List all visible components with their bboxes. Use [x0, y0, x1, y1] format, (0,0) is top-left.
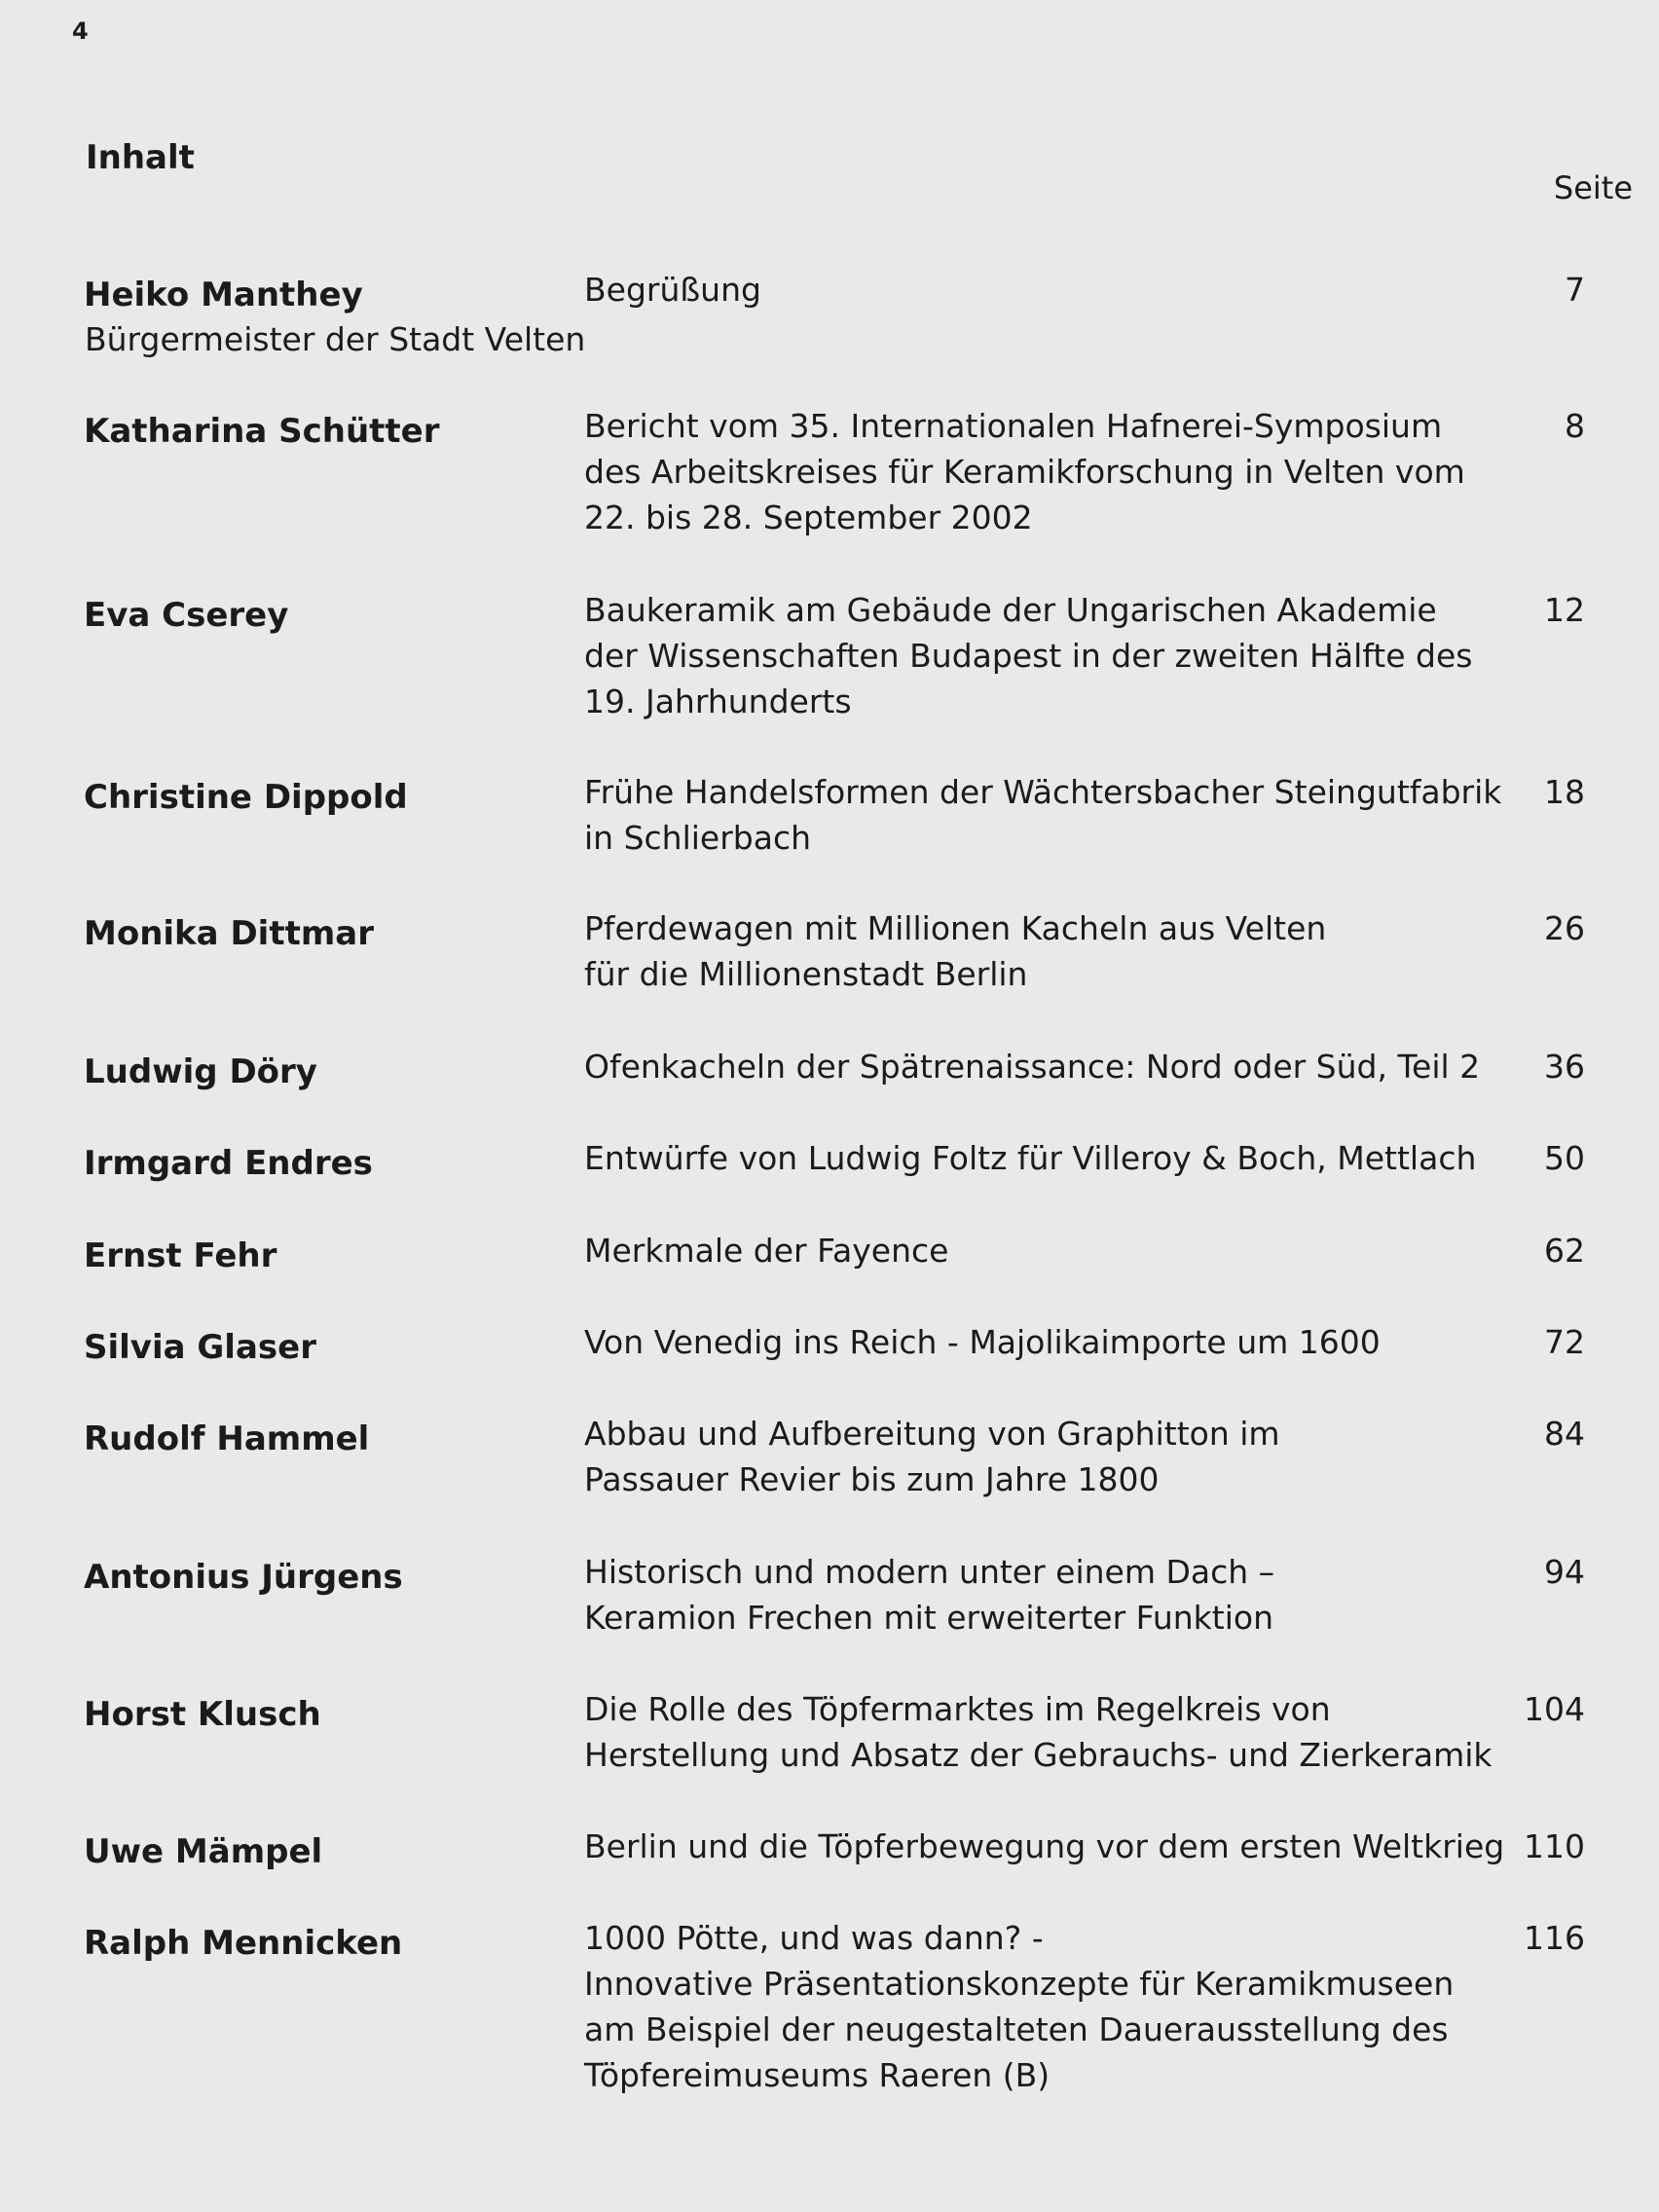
- toc-title-line: Herstellung und Absatz der Gebrauchs- und Zierkeramik: [584, 1736, 1493, 1774]
- toc-author: Katharina Schütter: [84, 412, 440, 451]
- toc-title-line: Begrüßung: [584, 271, 761, 309]
- toc-author: Eva Cserey: [84, 596, 289, 635]
- toc-title-line: Abbau und Aufbereitung von Graphitton im: [584, 1415, 1280, 1453]
- toc-author: Heiko Manthey: [84, 276, 363, 314]
- toc-author: Ludwig Döry: [84, 1052, 317, 1091]
- toc-title-line: Entwürfe von Ludwig Foltz für Villeroy & Boch, Mettlach: [584, 1139, 1477, 1177]
- toc-title-line: Merkmale der Fayence: [584, 1232, 949, 1270]
- toc-title-line: Baukeramik am Gebäude der Ungarischen Akademie: [584, 591, 1437, 629]
- toc-page-number: 84: [1544, 1415, 1585, 1453]
- toc-author: Ernst Fehr: [84, 1236, 277, 1275]
- toc-title-line: der Wissenschaften Budapest in der zweiten Hälfte des: [584, 637, 1473, 675]
- toc-author: Ralph Mennicken: [84, 1924, 403, 1963]
- toc-title-line: Die Rolle des Töpfermarktes im Regelkreis von: [584, 1690, 1331, 1728]
- toc-page-number: 110: [1524, 1827, 1585, 1865]
- toc-author: Irmgard Endres: [84, 1144, 373, 1183]
- toc-title-line: Passauer Revier bis zum Jahre 1800: [584, 1460, 1160, 1498]
- toc-title: [584, 1549, 1441, 1641]
- toc-title: [584, 905, 1441, 997]
- toc-title: [584, 587, 1473, 724]
- toc-page-number: 8: [1565, 407, 1585, 445]
- toc-title-line: am Beispiel der neugestalteten Dauerausstellung des: [584, 2010, 1449, 2048]
- toc-title: [584, 1319, 1441, 1365]
- toc-title-line: Pferdewagen mit Millionen Kacheln aus Velten: [584, 909, 1327, 947]
- toc-title-line: 22. bis 28. September 2002: [584, 498, 1033, 536]
- toc-author: Christine Dippold: [84, 778, 408, 817]
- toc-title-line: Töpfereimuseums Raeren (B): [584, 2056, 1051, 2094]
- toc-author: Horst Klusch: [84, 1695, 321, 1734]
- toc-page-number: 50: [1544, 1139, 1585, 1177]
- toc-title: [584, 1686, 1493, 1778]
- toc-title: [584, 267, 1441, 313]
- toc-title-line: 1000 Pötte, und was dann? -: [584, 1919, 1044, 1957]
- toc-page-number: 104: [1524, 1690, 1585, 1728]
- toc-page-number: 26: [1544, 909, 1585, 947]
- toc-title-line: Bericht vom 35. Internationalen Hafnerei-Symposium: [584, 407, 1443, 445]
- toc-title-line: Innovative Präsentationskonzepte für Keramikmuseen: [584, 1965, 1455, 2003]
- toc-title-line: des Arbeitskreises für Keramikforschung in Velten vom: [584, 453, 1465, 491]
- toc-title-line: Von Venedig ins Reich - Majolikaimporte um 1600: [584, 1323, 1381, 1361]
- toc-title-line: Ofenkacheln der Spätrenaissance: Nord oder Süd, Teil 2: [584, 1048, 1481, 1086]
- toc-title: [584, 403, 1465, 540]
- toc-title-line: für die Millionenstadt Berlin: [584, 955, 1028, 993]
- toc-page-number: 62: [1544, 1232, 1585, 1270]
- toc-author: Uwe Mämpel: [84, 1832, 323, 1871]
- toc-title-line: Keramion Frechen mit erweiterter Funktion: [584, 1599, 1274, 1637]
- toc-page-number: 72: [1544, 1323, 1585, 1361]
- toc-title: [584, 769, 1502, 861]
- toc-title-line: 19. Jahrhunderts: [584, 682, 852, 720]
- toc-page-number: 7: [1565, 271, 1585, 309]
- toc-title-line: in Schlierbach: [584, 819, 812, 857]
- page-column-label: Seite: [1553, 169, 1633, 206]
- toc-author: Silvia Glaser: [84, 1328, 316, 1367]
- toc-title-line: Historisch und modern unter einem Dach –: [584, 1553, 1275, 1591]
- toc-author-subtitle: Bürgermeister der Stadt Velten: [85, 320, 586, 358]
- toc-title: [584, 1044, 1481, 1089]
- toc-page-number: 116: [1524, 1919, 1585, 1957]
- toc-page-number: 94: [1544, 1553, 1585, 1591]
- page-title: Inhalt: [86, 138, 195, 177]
- toc-title: [584, 1135, 1477, 1181]
- toc-title-line: Berlin und die Töpferbewegung vor dem ersten Weltkrieg: [584, 1827, 1505, 1865]
- toc-title: [584, 1824, 1505, 1869]
- toc-title: [584, 1228, 1441, 1273]
- toc-title: [584, 1411, 1441, 1502]
- toc-author: Rudolf Hammel: [84, 1419, 370, 1458]
- page-number: 4: [72, 18, 89, 45]
- toc-page-number: 18: [1544, 773, 1585, 811]
- toc-page-number: 12: [1544, 591, 1585, 629]
- toc-page-number: 36: [1544, 1048, 1585, 1086]
- toc-title: [584, 1915, 1455, 2098]
- toc-title-line: Frühe Handelsformen der Wächtersbacher Steingutfabrik: [584, 773, 1502, 811]
- toc-author: Antonius Jürgens: [84, 1558, 403, 1597]
- toc-author: Monika Dittmar: [84, 914, 374, 953]
